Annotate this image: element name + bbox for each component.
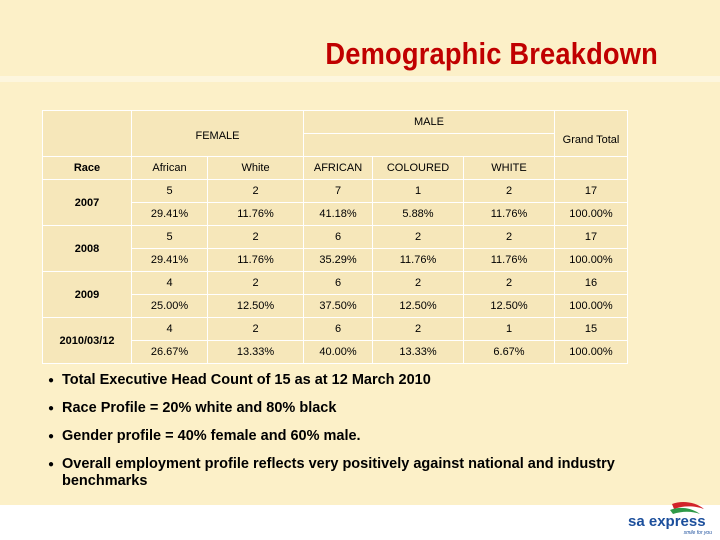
count-cell: 4 <box>132 318 208 341</box>
count-cell: 2 <box>208 226 304 249</box>
title-divider <box>0 76 720 82</box>
count-cell: 2 <box>464 272 555 295</box>
percent-cell: 26.67% <box>132 341 208 364</box>
count-cell: 2 <box>208 318 304 341</box>
count-cell: 2 <box>373 318 464 341</box>
percent-cell: 11.76% <box>208 249 304 272</box>
count-cell: 1 <box>464 318 555 341</box>
female-header-cell <box>132 111 304 157</box>
count-cell: 2 <box>208 180 304 203</box>
summary-bullets <box>48 372 648 501</box>
count-cell: 2 <box>208 272 304 295</box>
table-row <box>43 180 628 203</box>
total-percent-cell: 100.00% <box>555 203 628 226</box>
year-cell: 2009 <box>43 272 132 318</box>
count-cell: 2 <box>464 180 555 203</box>
count-cell: 7 <box>304 180 373 203</box>
bullet-text: Overall employment profile reflects very positively against national and industry benchmarks <box>62 456 615 489</box>
year-cell: 2007 <box>43 180 132 226</box>
count-cell: 1 <box>373 180 464 203</box>
count-cell: 2 <box>373 226 464 249</box>
logo-swoosh-red <box>672 502 704 509</box>
bullet-item <box>48 456 648 490</box>
year-cell: 2010/03/12 <box>43 318 132 364</box>
count-cell: 5 <box>132 226 208 249</box>
col-header-total-blank <box>555 157 628 180</box>
page-title: Demographic Breakdown <box>325 36 658 71</box>
percent-cell: 12.50% <box>373 295 464 318</box>
column-header-row <box>43 157 628 180</box>
percent-cell: 11.76% <box>464 249 555 272</box>
bullet-item <box>48 400 648 417</box>
total-percent-cell: 100.00% <box>555 341 628 364</box>
logo-tagline: smile for you <box>683 530 712 536</box>
table-row <box>43 318 628 341</box>
percent-cell: 5.88% <box>373 203 464 226</box>
percent-cell: 6.67% <box>464 341 555 364</box>
col-header-coloured-male: COLOURED <box>373 157 464 180</box>
percent-cell: 35.29% <box>304 249 373 272</box>
percent-cell: 11.76% <box>464 203 555 226</box>
percent-cell: 29.41% <box>132 249 208 272</box>
sa-express-logo <box>626 500 716 536</box>
percent-cell: 29.41% <box>132 203 208 226</box>
total-count-cell: 17 <box>555 180 628 203</box>
count-cell: 2 <box>373 272 464 295</box>
col-header-white-female: White <box>208 157 304 180</box>
total-count-cell: 15 <box>555 318 628 341</box>
count-cell: 6 <box>304 272 373 295</box>
bullet-text: Total Executive Head Count of 15 as at 12 March 2010 <box>62 372 431 388</box>
bullet-text: Gender profile = 40% female and 60% male. <box>62 428 361 444</box>
demographic-table <box>42 110 628 364</box>
percent-cell: 11.76% <box>208 203 304 226</box>
percent-cell: 12.50% <box>464 295 555 318</box>
count-cell: 2 <box>464 226 555 249</box>
bullet-text: Race Profile = 20% white and 80% black <box>62 400 337 416</box>
bullet-dot-icon: ● <box>48 431 55 442</box>
year-cell: 2008 <box>43 226 132 272</box>
total-percent-cell: 100.00% <box>555 249 628 272</box>
count-cell: 6 <box>304 226 373 249</box>
bullet-dot-icon: ● <box>48 403 55 414</box>
percent-cell: 13.33% <box>208 341 304 364</box>
col-header-african-male: AFRICAN <box>304 157 373 180</box>
footer-band <box>0 505 720 540</box>
table-row <box>43 226 628 249</box>
grand-total-header: Grand Total <box>562 134 620 146</box>
bullet-dot-icon: ● <box>48 459 55 470</box>
total-count-cell: 16 <box>555 272 628 295</box>
bullet-item <box>48 372 648 389</box>
total-count-cell: 17 <box>555 226 628 249</box>
col-header-african-female: African <box>132 157 208 180</box>
bullet-dot-icon: ● <box>48 375 55 386</box>
percent-cell: 37.50% <box>304 295 373 318</box>
total-percent-cell: 100.00% <box>555 295 628 318</box>
percent-cell: 11.76% <box>373 249 464 272</box>
corner-cell <box>43 111 132 157</box>
percent-cell: 41.18% <box>304 203 373 226</box>
count-cell: 5 <box>132 180 208 203</box>
logo-brand-text: sa express <box>628 513 706 530</box>
percent-cell: 40.00% <box>304 341 373 364</box>
grand-total-header-cell <box>555 111 628 157</box>
male-header: MALE <box>304 111 555 134</box>
percent-cell: 25.00% <box>132 295 208 318</box>
table-row <box>43 272 628 295</box>
count-cell: 4 <box>132 272 208 295</box>
count-cell: 6 <box>304 318 373 341</box>
percent-cell: 12.50% <box>208 295 304 318</box>
female-header: FEMALE <box>195 129 240 142</box>
percent-cell: 13.33% <box>373 341 464 364</box>
male-subheader-space <box>304 134 555 157</box>
race-label: Race <box>43 157 132 180</box>
col-header-white-male: WHITE <box>464 157 555 180</box>
bullet-item <box>48 428 648 445</box>
